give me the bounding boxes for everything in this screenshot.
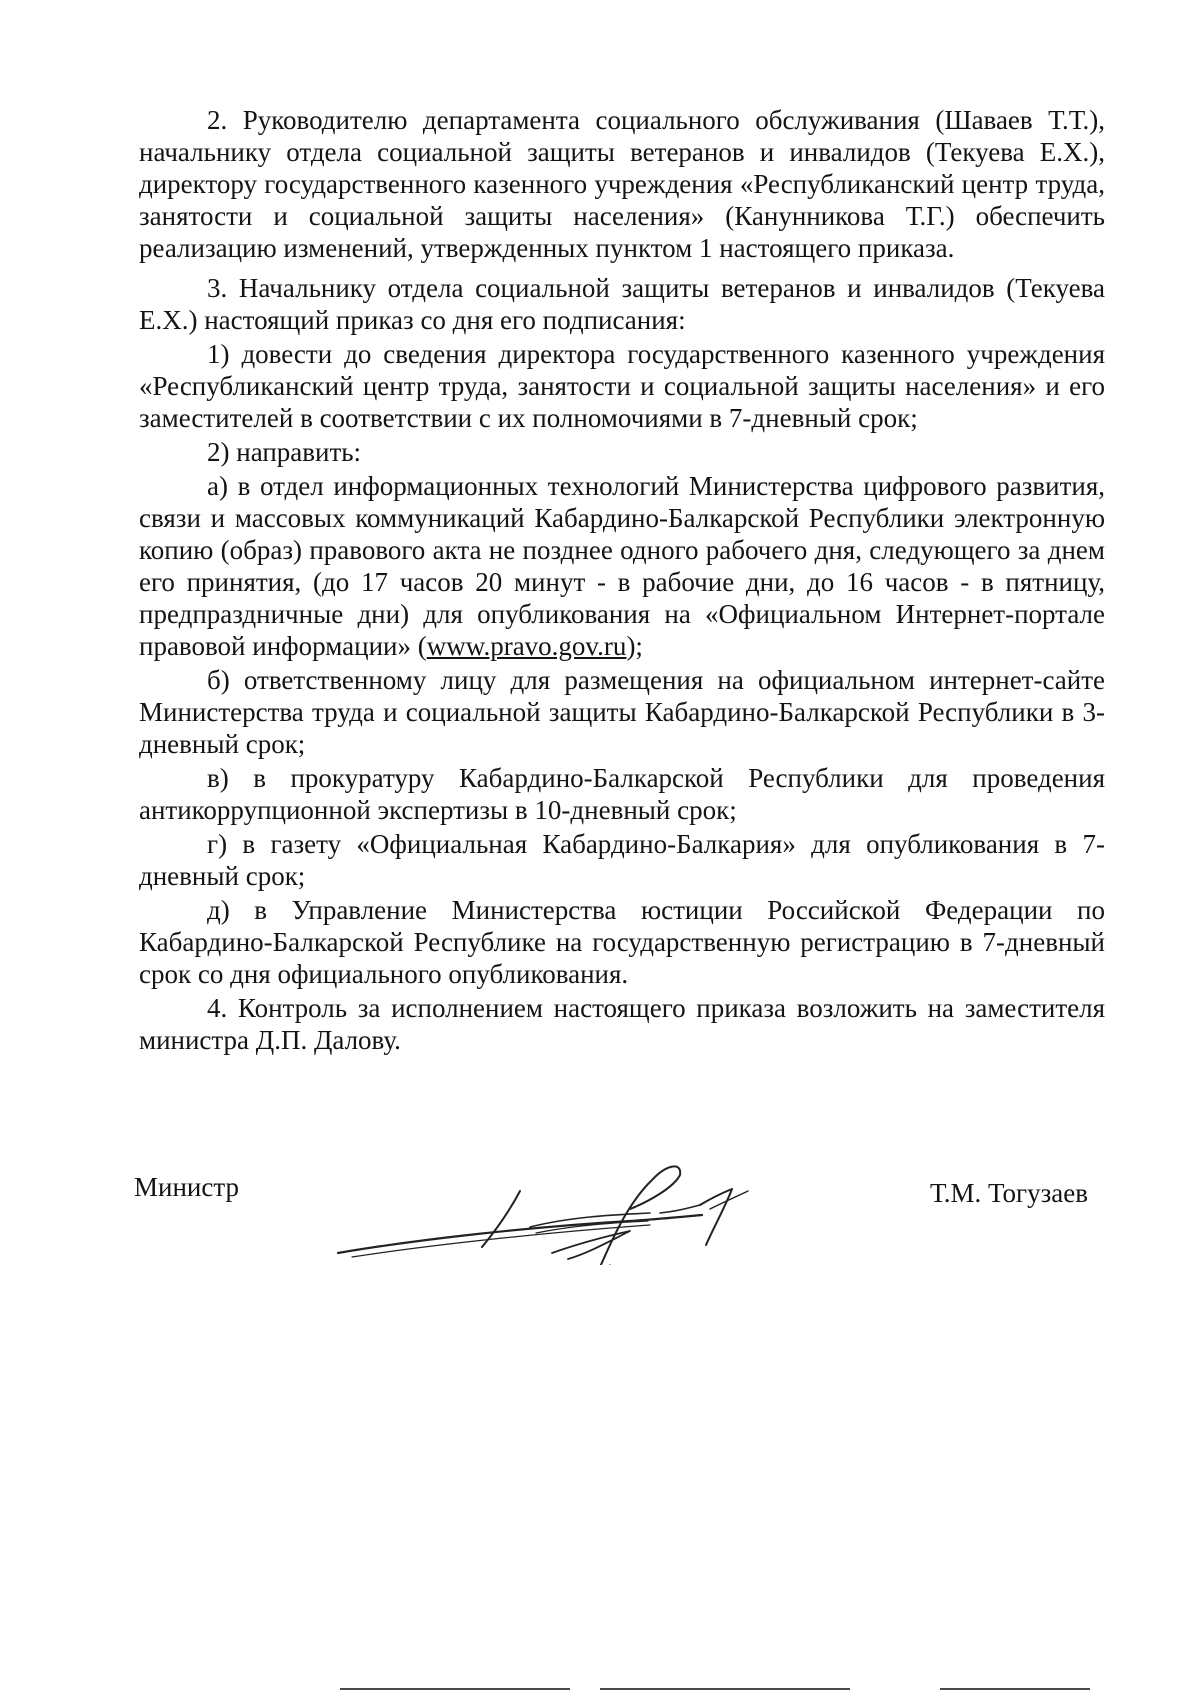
paragraph-item-4: 4. Контроль за исполнением настоящего приказа возложить на заместителя министра Д.П. Далову.	[139, 993, 1105, 1055]
footer-divider	[340, 1688, 570, 1690]
subitem-a-text: а) в отдел информационных технологий Министерства цифрового развития, связи и массовых коммуникаций Кабардино-Балкарской Республики электронную копию (образ) правового акта не позднее одного рабочего дня, следующего за днем его принятия, (до 17 часов 20 минут - в рабочие дни, до 16 часов - в пятницу, предпраздничные дни) для опубликования на «Официальном Интернет-портале правовой информации» (	[139, 471, 1105, 661]
handwritten-signature	[330, 1135, 800, 1265]
paragraph-subitem-1: 1) довести до сведения директора государственного казенного учреждения «Республиканский центр труда, занятости и социальной защиты населения» и его заместителей в соответствии с их полномочиями в 7-дневный срок;	[139, 339, 1105, 433]
footer-divider	[940, 1688, 1090, 1690]
signatory-name: Т.М. Тогузаев	[930, 1178, 1088, 1208]
paragraph-subitem-g: г) в газету «Официальная Кабардино-Балкария» для опубликования в 7-дневный срок;	[139, 829, 1105, 891]
footer-divider	[600, 1688, 850, 1690]
paragraph-subitem-d: д) в Управление Министерства юстиции Российской Федерации по Кабардино-Балкарской Республике на государственную регистрацию в 7-дневный срок со дня официального опубликования.	[139, 895, 1105, 989]
order-body-text	[139, 104, 1105, 1058]
paragraph-subitem-b: б) ответственному лицу для размещения на официальном интернет-сайте Министерства труда и социальной защиты Кабардино-Балкарской Республики в 3-дневный срок;	[139, 665, 1105, 759]
paragraph-item-2: 2. Руководителю департамента социального обслуживания (Шаваев Т.Т.), начальнику отдела социальной защиты ветеранов и инвалидов (Текуева Е.Х.), директору государственного казенного учреждения «Республиканский центр труда, занятости и социальной защиты населения» (Канунникова Т.Г.) обеспечить реализацию изменений, утвержденных пунктом 1 настоящего приказа.	[139, 105, 1105, 263]
paragraph-subitem-v: в) в прокуратуру Кабардино-Балкарской Республики для проведения антикоррупционной экспертизы в 10-дневный срок;	[139, 763, 1105, 825]
paragraph-item-3: 3. Начальнику отдела социальной защиты ветеранов и инвалидов (Текуева Е.Х.) настоящий приказ со дня его подписания:	[139, 273, 1105, 335]
paragraph-subitem-2: 2) направить:	[207, 437, 362, 467]
pravo-gov-link[interactable]: www.pravo.gov.ru	[426, 631, 627, 661]
paragraph-subitem-a	[139, 470, 1105, 662]
subitem-a-tail: );	[626, 631, 643, 661]
signatory-role: Министр	[134, 1172, 239, 1202]
